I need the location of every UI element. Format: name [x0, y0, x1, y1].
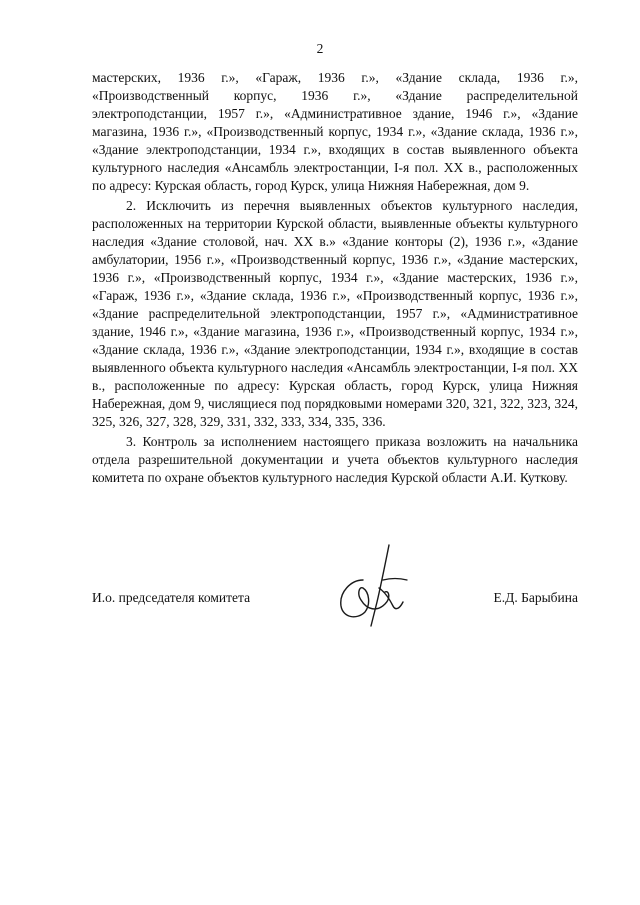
document-body [92, 69, 578, 487]
signatory-name: Е.Д. Барыбина [493, 590, 578, 605]
signatory-title: И.о. председателя комитета [92, 590, 251, 605]
paragraph-2: 2. Исключить из перечня выявленных объектов культурного наследия, расположенных на территории Курской области, выявленные объекты культурного наследия «Здание столовой, нач. XX в.» «Здание конторы (2), 1936 г.», «Здание амбулатории, 1956 г.», «Производственный корпус, 1936 г.», «Здание мастерских, 1936 г.», «Производственный корпус, 1934 г.», «Здание мастерских, 1936 г.», «Гараж, 1936 г.», «Здание склада, 1936 г.», «Производственный корпус, 1936 г.», «Здание распределительной электроподстанции, 1957 г.», «Административное здание, 1946 г.», «Здание магазина, 1936 г.», «Производственный корпус, 1934 г.», «Здание склада, 1936 г.», «Здание электроподстанции, 1934 г.», входящие в состав выявленного объекта культурного наследия «Ансамбль электростанции, I-я пол. XX в., расположенные по адресу: Курская область, город Курск, улица Нижняя Набережная, дом 9, числящиеся под порядковыми номерами 320, 321, 322, 323, 324, 325, 326, 327, 328, 329, 331, 332, 333, 334, 335, 336. [92, 198, 578, 429]
paragraph-3: 3. Контроль за исполнением настоящего приказа возложить на начальника отдела разрешительной документации и учета объектов культурного наследия комитета по охране объектов культурного наследия Курской области А.И. Куткову. [92, 434, 578, 485]
handwritten-signature [333, 540, 413, 635]
page-number: 2 [316, 41, 324, 56]
paragraph-continuation: мастерских, 1936 г.», «Гараж, 1936 г.», «Здание склада, 1936 г.», «Производственный корпус, 1936 г.», «Здание распределительной электроподстанции, 1957 г.», «Административное здание, 1946 г.», «Здание магазина, 1936 г.», «Производственный корпус, 1934 г.», «Здание склада, 1936 г.», «Здание электроподстанции, 1934 г.», входящих в состав выявленного объекта культурного наследия «Ансамбль электростанции, I-я пол. XX в., расположенных по адресу: Курская область, город Курск, улица Нижняя Набережная, дом 9. [92, 70, 578, 193]
